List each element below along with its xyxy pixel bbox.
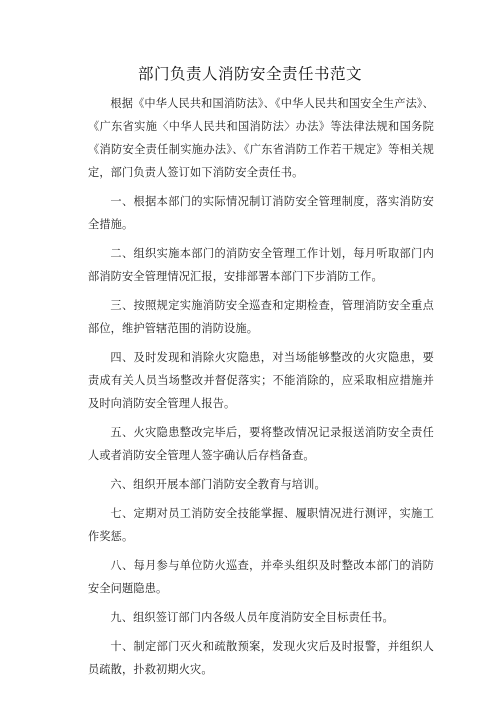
paragraph-item-2: 二、组织实施本部门的消防安全管理工作计划，每月听取部门内部消防安全管理情况汇报，安排部署本部门下步消防工作。 [88, 247, 434, 283]
paragraph-intro: 根据《中华人民共和国消防法》、《中华人民共和国安全生产法》、《广东省实施〈中华人民共和国消防法〉办法》等法律法规和国务院《消防安全责任制实施办法》、《广东省消防工作若干规定》等相关规定，部门负责人签订如下消防安全责任书。 [88, 97, 434, 179]
paragraph-item-4: 四、及时发现和消除火灾隐患，对当场能够整改的火灾隐患，要责成有关人员当场整改并督促落实；不能消除的，应采取相应措施并及时向消防安全管理人报告。 [88, 351, 434, 410]
document-title: 部门负责人消防安全责任书范文 [137, 65, 362, 83]
paragraph-item-8: 八、每月参与单位防火巡查，并牵头组织及时整改本部门的消防安全问题隐患。 [88, 559, 434, 595]
paragraph-item-5: 五、火灾隐患整改完毕后，要将整改情况记录报送消防安全责任人或者消防安全管理人签字确认后存档备查。 [88, 426, 434, 462]
paragraph-item-1: 一、根据本部门的实际情况制订消防安全管理制度，落实消防安全措施。 [88, 195, 434, 231]
paragraph-item-6: 六、组织开展本部门消防安全教育与培训。 [110, 478, 326, 491]
paragraph-item-10: 十、制定部门灭火和疏散预案，发现火灾后及时报警，并组织人员疏散，扑救初期火灾。 [88, 640, 434, 676]
paragraph-item-9: 九、组织签订部门内各级人员年度消防安全目标责任书。 [110, 611, 394, 624]
paragraph-item-3: 三、按照规定实施消防安全巡查和定期检查，管理消防安全重点部位，维护管辖范围的消防设施。 [88, 299, 434, 335]
document-body [88, 92, 434, 687]
paragraph-item-7: 七、定期对员工消防安全技能掌握、履职情况进行测评，实施工作奖惩。 [88, 507, 434, 543]
